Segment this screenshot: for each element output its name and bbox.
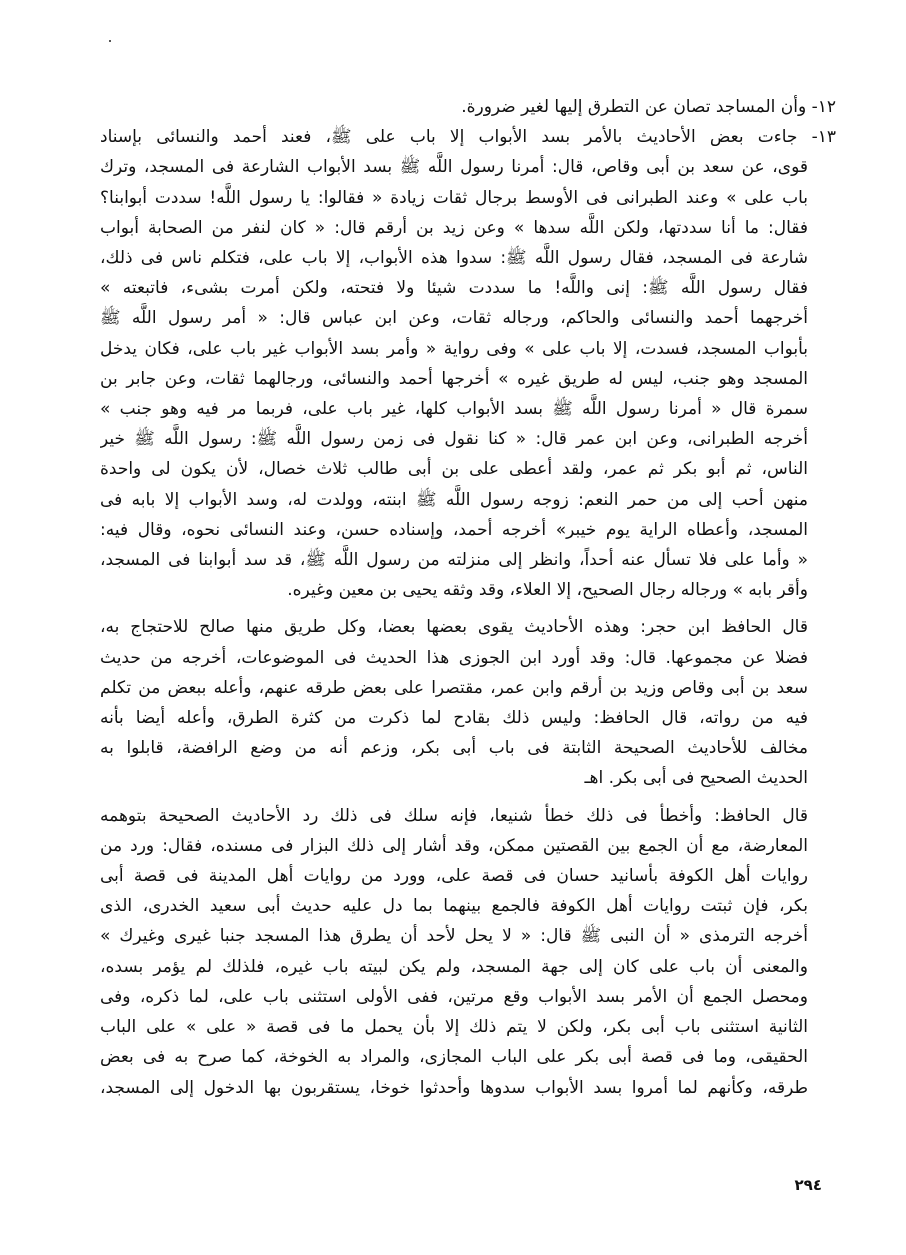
text-line: سعد بن أبى وقاص وزيد بن أرقم وابن عمر، مقتصرا على بعض طرقه عنهم، وأعله ببعض من تكلم	[100, 677, 808, 698]
text-line: مخالف للأحاديث الصحيحة الثابتة فى باب أبى بكر، وزعم أنه من وضع الرافضة، قابلوا به	[100, 738, 808, 759]
text-line: سمرة قال « أمرنا رسول اللَّه ﷺ بسد الأبواب كلها، غير باب على، فربما مر فيه وهو جنب »	[100, 399, 808, 420]
text-line: أخرجه الطبرانى، وعن ابن عمر قال: « كنا نقول فى زمن رسول اللَّه ﷺ: رسول اللَّه ﷺ خير	[100, 429, 808, 450]
text-line: المسجد وهو جنب، ليس له طريق غيره » أخرجها أحمد والنسائى، ورجالهما ثقات، وعن جابر بن	[100, 368, 808, 389]
text-line: المعارضة، مع أن الجمع بين القصتين ممكن، وقد أشار إلى ذلك البزار فى مسنده، فقال: ورد من	[100, 835, 808, 856]
text-line: روايات أهل الكوفة بأسانيد حسان فى قصة على، وورد من روايات أهل المدينة فى قصة أبى	[100, 866, 808, 887]
text-line: فيه من رواته، قال الحافظ: وليس ذلك بقادح لما ذكرت من كثرة الطرق، وأعله أيضا بأنه	[100, 708, 808, 729]
ibn-hajar-paragraph	[100, 612, 822, 793]
text-line: الحقيقى، وما فى قصة أبى بكر على الباب المجازى، والمراد به الخوخة، كما صرح به فى بعض	[100, 1047, 808, 1068]
text-line: بكر، فإن ثبتت روايات أهل الكوفة فالجمع بينهما بما دل عليه حديث أبى سعيد الخدرى، الذى	[100, 896, 808, 917]
text-line: أخرجهما أحمد والنسائى والحاكم، ورجاله ثقات، وعن ابن عباس قال: « أمر رسول اللَّه ﷺ	[100, 308, 808, 329]
text-line: المسجد، وأعطاه الراية يوم خيبر» أخرجه أحمد، وإسناده حسن، وعند النسائى نحوه، وقال فيه:	[100, 519, 808, 540]
page-body	[100, 92, 836, 1103]
text-line: باب على » وعند الطبرانى فى الأوسط برجال ثقات زيادة « فقالوا: يا رسول اللَّه! سددت أبوابنا؟	[100, 187, 808, 208]
text-line: شارعة فى المسجد، فقال رسول اللَّه ﷺ: سدوا هذه الأبواب، إلا باب على، فتكلم ناس فى ذلك،	[100, 248, 808, 269]
text-line: طرقه، وكأنهم لما أمروا بسد الأبواب سدوها وأحدثوا خوخا، يستقربون بها الدخول إلى المسجد،	[100, 1077, 808, 1098]
text-line: بأبواب المسجد، فسدت، إلا باب على » وفى رواية « وأمر بسد الأبواب غير باب على، فكان يدخل	[100, 338, 808, 359]
item-13-paragraph	[100, 122, 836, 605]
text-line: الناس، ثم أبو بكر ثم عمر، ولقد أعطى على بن أبى طالب ثلاث خصال، لأن يكون لى واحدة	[100, 459, 808, 480]
text-line: « وأما على فلا تسأل عنه أحداً، وانظر إلى منزلته من رسول اللَّه ﷺ، قد سد أبوابنا فى المسجد،	[100, 550, 808, 571]
text-line: فقال: ما أنا سددتها، ولكن اللَّه سدها » وعن زيد بن أرقم قال: « كان لنفر من الصحابة أبواب	[100, 217, 808, 238]
text-line: قال الحافظ: وأخطأ فى ذلك خطأ شنيعا، فإنه سلك فى ذلك رد الأحاديث الصحيحة بتوهمه	[100, 805, 808, 826]
text-line: ١٣- جاءت بعض الأحاديث بالأمر بسد الأبواب إلا باب على ﷺ، فعند أحمد والنسائى بإسناد	[100, 127, 836, 148]
text-line: قوى، عن سعد بن أبى وقاص، قال: أمرنا رسول اللَّه ﷺ بسد الأبواب الشارعة فى المسجد، وترك	[100, 157, 808, 178]
scan-speck	[109, 40, 111, 42]
text-line: فضلا عن مجموعها. قال: وقد أورد ابن الجوزى هذا الحديث فى الموضوعات، أخرجه من حديث	[100, 647, 808, 668]
text-line: الحديث الصحيح فى أبى بكر. اهـ	[584, 768, 808, 789]
text-line: ١٢- وأن المساجد تصان عن التطرق إليها لغير ضرورة.	[461, 97, 836, 117]
text-line: قال الحافظ ابن حجر: وهذه الأحاديث يقوى بعضها بعضا، وكل طريق منها صالح للاحتجاج به،	[100, 617, 808, 638]
item-12-paragraph	[100, 92, 836, 122]
text-line: منهن أحب إلى من حمر النعم: زوجه رسول اللَّه ﷺ ابنته، وولدت له، وسد الأبواب إلا بابه فى	[100, 489, 808, 510]
text-line: أخرجه الترمذى « أن النبى ﷺ قال: « لا يحل لأحد أن يطرق هذا المسجد جنبا غيرى وغيرك »	[100, 926, 808, 947]
text-line: الثانية استثنى باب أبى بكر، ولكن لا يتم ذلك إلا بأن يحمل ما فى قصة « على » على الباب	[100, 1017, 808, 1038]
text-line: ومحصل الجمع أن الأمر بسد الأبواب وقع مرتين، ففى الأولى استثنى باب على، لما ذكره، وفى	[100, 986, 808, 1007]
page-number: ٢٩٤	[794, 1176, 822, 1194]
hafiz-error-paragraph	[100, 801, 822, 1103]
text-line: فقال رسول اللَّه ﷺ: إنى واللَّه! ما سددت شيئا ولا فتحته، ولكن أمرت بشىء، فاتبعته »	[100, 278, 808, 299]
text-line: والمعنى أن باب على كان إلى جهة المسجد، ولم يكن لبيته باب غيره، فلذلك لم يؤمر بسده،	[100, 956, 808, 977]
text-line: وأقر بابه » ورجاله رجال الصحيح، إلا العلاء، وقد وثقه يحيى بن معين وغيره.	[287, 580, 808, 601]
